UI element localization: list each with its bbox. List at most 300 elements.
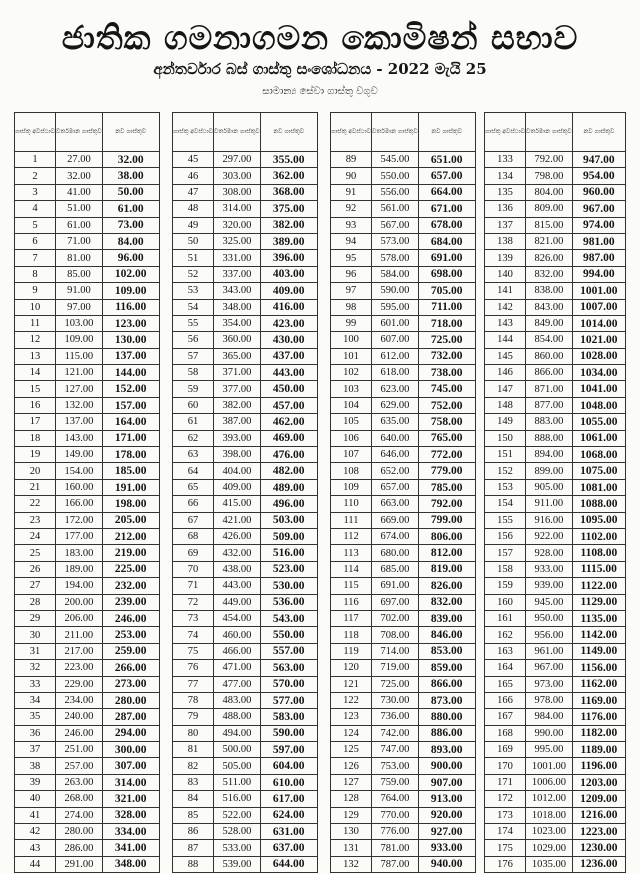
old-fare-cell: 223.00 <box>56 660 103 676</box>
old-fare-cell: 883.00 <box>526 414 573 430</box>
table-row <box>15 643 160 659</box>
old-fare-cell: 466.00 <box>214 643 261 659</box>
fare-table-header <box>485 113 626 152</box>
new-fare-cell: 806.00 <box>418 528 475 544</box>
new-fare-cell: 725.00 <box>418 332 475 348</box>
table-row <box>173 299 318 315</box>
fare-stage-cell: 176 <box>485 856 526 872</box>
old-fare-cell: 471.00 <box>214 660 261 676</box>
table-row <box>485 348 626 364</box>
old-fare-cell: 928.00 <box>526 545 573 561</box>
old-fare-cell: 1023.00 <box>526 824 573 840</box>
fare-stage-cell: 13 <box>15 348 56 364</box>
fare-stage-cell: 101 <box>331 348 372 364</box>
new-fare-cell: 300.00 <box>102 742 159 758</box>
old-fare-cell: 494.00 <box>214 725 261 741</box>
old-fare-cell: 888.00 <box>526 430 573 446</box>
new-fare-cell: 496.00 <box>260 496 317 512</box>
new-fare-cell: 732.00 <box>418 348 475 364</box>
fare-stage-cell: 22 <box>15 496 56 512</box>
table-row <box>15 332 160 348</box>
old-fare-cell: 1001.00 <box>526 758 573 774</box>
table-row <box>331 348 476 364</box>
table-row <box>173 479 318 495</box>
old-fare-cell: 177.00 <box>56 528 103 544</box>
new-fare-cell: 1081.00 <box>572 479 625 495</box>
fare-stage-cell: 139 <box>485 250 526 266</box>
old-fare-cell: 730.00 <box>372 692 419 708</box>
old-fare-cell: 652.00 <box>372 463 419 479</box>
new-fare-cell: 287.00 <box>102 709 159 725</box>
table-row <box>331 381 476 397</box>
new-fare-cell: 396.00 <box>260 250 317 266</box>
fare-stage-cell: 16 <box>15 397 56 413</box>
new-fare-cell: 927.00 <box>418 824 475 840</box>
old-fare-cell: 787.00 <box>372 856 419 872</box>
old-fare-cell: 685.00 <box>372 561 419 577</box>
new-fare-cell: 711.00 <box>418 299 475 315</box>
fare-tables <box>14 112 626 871</box>
old-fare-cell: 206.00 <box>56 610 103 626</box>
new-fare-cell: 651.00 <box>418 152 475 168</box>
fare-stage-cell: 109 <box>331 479 372 495</box>
table-row <box>485 561 626 577</box>
old-fare-cell: 308.00 <box>214 184 261 200</box>
old-fare-cell: 708.00 <box>372 627 419 643</box>
new-fare-cell: 212.00 <box>102 528 159 544</box>
fare-stage-cell: 75 <box>173 643 214 659</box>
old-fare-cell: 103.00 <box>56 315 103 331</box>
table-row <box>173 561 318 577</box>
old-fare-cell: 343.00 <box>214 283 261 299</box>
fare-stage-cell: 27 <box>15 578 56 594</box>
new-fare-cell: 489.00 <box>260 479 317 495</box>
table-row <box>331 627 476 643</box>
old-fare-cell: 843.00 <box>526 299 573 315</box>
table-row <box>173 168 318 184</box>
new-fare-cell: 1182.00 <box>572 725 625 741</box>
new-fare-cell: 102.00 <box>102 266 159 282</box>
table-row <box>173 725 318 741</box>
table-row <box>173 184 318 200</box>
fare-stage-cell: 20 <box>15 463 56 479</box>
old-fare-cell: 154.00 <box>56 463 103 479</box>
table-row <box>173 447 318 463</box>
fare-stage-cell: 53 <box>173 283 214 299</box>
new-fare-cell: 664.00 <box>418 184 475 200</box>
new-fare-cell: 617.00 <box>260 791 317 807</box>
fare-stage-cell: 86 <box>173 824 214 840</box>
fare-stage-cell: 133 <box>485 152 526 168</box>
old-fare-cell: 584.00 <box>372 266 419 282</box>
fare-stage-cell: 17 <box>15 414 56 430</box>
old-fare-cell: 697.00 <box>372 594 419 610</box>
old-fare-cell: 522.00 <box>214 807 261 823</box>
table-row <box>485 152 626 168</box>
fare-stage-cell: 175 <box>485 840 526 856</box>
new-fare-cell: 779.00 <box>418 463 475 479</box>
fare-stage-cell: 161 <box>485 610 526 626</box>
new-fare-cell: 157.00 <box>102 397 159 413</box>
fare-stage-cell: 123 <box>331 709 372 725</box>
table-row <box>15 233 160 249</box>
new-fare-cell: 457.00 <box>260 397 317 413</box>
new-fare-cell: 853.00 <box>418 643 475 659</box>
new-fare-cell: 536.00 <box>260 594 317 610</box>
old-fare-cell: 61.00 <box>56 217 103 233</box>
old-fare-cell: 449.00 <box>214 594 261 610</box>
new-fare-cell: 758.00 <box>418 414 475 430</box>
fare-stage-cell: 33 <box>15 676 56 692</box>
fare-stage-cell: 116 <box>331 594 372 610</box>
table-row <box>485 725 626 741</box>
table-row <box>15 594 160 610</box>
old-fare-cell: 990.00 <box>526 725 573 741</box>
fare-stage-cell: 171 <box>485 774 526 790</box>
table-row <box>485 545 626 561</box>
table-row <box>485 660 626 676</box>
new-fare-cell: 624.00 <box>260 807 317 823</box>
table-row <box>485 250 626 266</box>
fare-stage-cell: 4 <box>15 201 56 217</box>
fare-stage-cell: 125 <box>331 742 372 758</box>
fare-stage-cell: 111 <box>331 512 372 528</box>
old-fare-cell: 815.00 <box>526 217 573 233</box>
old-fare-cell: 81.00 <box>56 250 103 266</box>
fare-stage-cell: 19 <box>15 447 56 463</box>
table-row <box>485 283 626 299</box>
fare-stage-cell: 98 <box>331 299 372 315</box>
new-fare-cell: 866.00 <box>418 676 475 692</box>
new-fare-cell: 1048.00 <box>572 397 625 413</box>
fare-stage-cell: 156 <box>485 528 526 544</box>
fare-stage-cell: 49 <box>173 217 214 233</box>
old-fare-cell: 32.00 <box>56 168 103 184</box>
old-fare-cell: 240.00 <box>56 709 103 725</box>
table-row <box>173 430 318 446</box>
table-row <box>331 528 476 544</box>
new-fare-cell: 32.00 <box>102 152 159 168</box>
new-fare-cell: 1014.00 <box>572 315 625 331</box>
column-header-stage: ගාස්තු අවස්ථාව <box>15 113 56 152</box>
table-row <box>173 578 318 594</box>
old-fare-cell: 398.00 <box>214 447 261 463</box>
new-fare-cell: 684.00 <box>418 233 475 249</box>
new-fare-cell: 631.00 <box>260 824 317 840</box>
fare-stage-cell: 2 <box>15 168 56 184</box>
fare-stage-cell: 146 <box>485 365 526 381</box>
new-fare-cell: 1129.00 <box>572 594 625 610</box>
new-fare-cell: 50.00 <box>102 184 159 200</box>
table-row <box>173 610 318 626</box>
table-row <box>173 201 318 217</box>
table-row <box>15 315 160 331</box>
table-row <box>15 397 160 413</box>
old-fare-cell: 573.00 <box>372 233 419 249</box>
old-fare-cell: 268.00 <box>56 791 103 807</box>
fare-stage-cell: 174 <box>485 824 526 840</box>
fare-stage-cell: 5 <box>15 217 56 233</box>
fare-stage-cell: 137 <box>485 217 526 233</box>
table-row <box>15 742 160 758</box>
fare-stage-cell: 172 <box>485 791 526 807</box>
table-row <box>173 283 318 299</box>
table-row <box>173 692 318 708</box>
fare-stage-cell: 92 <box>331 201 372 217</box>
table-row <box>485 578 626 594</box>
old-fare-cell: 899.00 <box>526 463 573 479</box>
fare-stage-cell: 132 <box>331 856 372 872</box>
fare-stage-cell: 50 <box>173 233 214 249</box>
table-row <box>485 184 626 200</box>
table-row <box>15 578 160 594</box>
fare-table <box>172 112 318 873</box>
fare-stage-cell: 105 <box>331 414 372 430</box>
new-fare-cell: 280.00 <box>102 692 159 708</box>
fare-stage-cell: 44 <box>15 856 56 872</box>
column-header-stage: ගාස්තු අවස්ථාව <box>173 113 214 152</box>
fare-stage-cell: 47 <box>173 184 214 200</box>
fare-stage-cell: 38 <box>15 758 56 774</box>
table-row <box>15 184 160 200</box>
fare-stage-cell: 130 <box>331 824 372 840</box>
table-row <box>173 856 318 872</box>
new-fare-cell: 1156.00 <box>572 660 625 676</box>
old-fare-cell: 747.00 <box>372 742 419 758</box>
fare-stage-cell: 165 <box>485 676 526 692</box>
table-row <box>15 774 160 790</box>
old-fare-cell: 149.00 <box>56 447 103 463</box>
new-fare-cell: 409.00 <box>260 283 317 299</box>
fare-stage-cell: 15 <box>15 381 56 397</box>
fare-stage-cell: 121 <box>331 676 372 692</box>
column-header-new-fare: නව ගාස්තුව <box>418 113 475 152</box>
old-fare-cell: 303.00 <box>214 168 261 184</box>
fare-stage-cell: 164 <box>485 660 526 676</box>
old-fare-cell: 550.00 <box>372 168 419 184</box>
fare-stage-cell: 96 <box>331 266 372 282</box>
new-fare-cell: 1216.00 <box>572 807 625 823</box>
column-header-new-fare: නව ගාස්තුව <box>260 113 317 152</box>
new-fare-cell: 1075.00 <box>572 463 625 479</box>
fare-stage-cell: 40 <box>15 791 56 807</box>
fare-stage-cell: 95 <box>331 250 372 266</box>
table-row <box>331 824 476 840</box>
old-fare-cell: 443.00 <box>214 578 261 594</box>
table-row <box>485 315 626 331</box>
old-fare-cell: 393.00 <box>214 430 261 446</box>
column-header-new-fare: නව ගාස්තුව <box>102 113 159 152</box>
new-fare-cell: 900.00 <box>418 758 475 774</box>
table-caption: සාමාන්‍ය සේවා ගාස්තු වගුව <box>262 86 378 97</box>
fare-stage-cell: 173 <box>485 807 526 823</box>
table-row <box>15 676 160 692</box>
table-row <box>173 774 318 790</box>
table-row <box>485 840 626 856</box>
table-row <box>331 365 476 381</box>
table-row <box>173 742 318 758</box>
old-fare-cell: 488.00 <box>214 709 261 725</box>
table-row <box>15 856 160 872</box>
fare-stage-cell: 167 <box>485 709 526 725</box>
new-fare-cell: 671.00 <box>418 201 475 217</box>
fare-stage-cell: 154 <box>485 496 526 512</box>
table-row <box>331 856 476 872</box>
new-fare-cell: 516.00 <box>260 545 317 561</box>
new-fare-cell: 1223.00 <box>572 824 625 840</box>
fare-stage-cell: 142 <box>485 299 526 315</box>
old-fare-cell: 371.00 <box>214 365 261 381</box>
fare-stage-cell: 45 <box>173 152 214 168</box>
fare-stage-cell: 84 <box>173 791 214 807</box>
fare-stage-cell: 145 <box>485 348 526 364</box>
fare-stage-cell: 41 <box>15 807 56 823</box>
old-fare-cell: 945.00 <box>526 594 573 610</box>
fare-stage-cell: 52 <box>173 266 214 282</box>
new-fare-cell: 1196.00 <box>572 758 625 774</box>
table-row <box>485 643 626 659</box>
new-fare-cell: 940.00 <box>418 856 475 872</box>
fare-stage-cell: 83 <box>173 774 214 790</box>
table-row <box>331 217 476 233</box>
page-subtitle: අන්තර්වාර බස් ගාස්තු සංශෝධනය - 2022 මැයි 25 <box>153 60 487 78</box>
old-fare-cell: 516.00 <box>214 791 261 807</box>
table-row <box>173 807 318 823</box>
new-fare-cell: 198.00 <box>102 496 159 512</box>
old-fare-cell: 759.00 <box>372 774 419 790</box>
fare-stage-cell: 102 <box>331 365 372 381</box>
old-fare-cell: 291.00 <box>56 856 103 872</box>
new-fare-cell: 307.00 <box>102 758 159 774</box>
fare-stage-cell: 97 <box>331 283 372 299</box>
old-fare-cell: 251.00 <box>56 742 103 758</box>
fare-stage-cell: 170 <box>485 758 526 774</box>
old-fare-cell: 137.00 <box>56 414 103 430</box>
new-fare-cell: 530.00 <box>260 578 317 594</box>
table-row <box>173 414 318 430</box>
new-fare-cell: 812.00 <box>418 545 475 561</box>
new-fare-cell: 259.00 <box>102 643 159 659</box>
table-row <box>173 463 318 479</box>
fare-stage-cell: 122 <box>331 692 372 708</box>
new-fare-cell: 1034.00 <box>572 365 625 381</box>
table-row <box>331 758 476 774</box>
fare-stage-cell: 110 <box>331 496 372 512</box>
fare-stage-cell: 35 <box>15 709 56 725</box>
old-fare-cell: 200.00 <box>56 594 103 610</box>
new-fare-cell: 1007.00 <box>572 299 625 315</box>
new-fare-cell: 745.00 <box>418 381 475 397</box>
fare-stage-cell: 159 <box>485 578 526 594</box>
new-fare-cell: 570.00 <box>260 676 317 692</box>
new-fare-cell: 947.00 <box>572 152 625 168</box>
column-header-stage: ගාස්තු අවස්ථාව <box>331 113 372 152</box>
new-fare-cell: 368.00 <box>260 184 317 200</box>
old-fare-cell: 127.00 <box>56 381 103 397</box>
old-fare-cell: 404.00 <box>214 463 261 479</box>
old-fare-cell: 314.00 <box>214 201 261 217</box>
old-fare-cell: 781.00 <box>372 840 419 856</box>
table-row <box>331 545 476 561</box>
old-fare-cell: 578.00 <box>372 250 419 266</box>
table-row <box>331 594 476 610</box>
table-row <box>485 430 626 446</box>
new-fare-cell: 96.00 <box>102 250 159 266</box>
column-header-stage: ගාස්තු අවස්ථාව <box>485 113 526 152</box>
old-fare-cell: 725.00 <box>372 676 419 692</box>
new-fare-cell: 1028.00 <box>572 348 625 364</box>
fare-stage-cell: 117 <box>331 610 372 626</box>
fare-stage-cell: 127 <box>331 774 372 790</box>
new-fare-cell: 430.00 <box>260 332 317 348</box>
old-fare-cell: 719.00 <box>372 660 419 676</box>
fare-stage-cell: 74 <box>173 627 214 643</box>
new-fare-cell: 550.00 <box>260 627 317 643</box>
table-row <box>485 479 626 495</box>
fare-stage-cell: 32 <box>15 660 56 676</box>
fare-table-header <box>15 113 160 152</box>
new-fare-cell: 1230.00 <box>572 840 625 856</box>
new-fare-cell: 597.00 <box>260 742 317 758</box>
old-fare-cell: 567.00 <box>372 217 419 233</box>
table-row <box>331 184 476 200</box>
table-row <box>173 627 318 643</box>
old-fare-cell: 387.00 <box>214 414 261 430</box>
fare-stage-cell: 134 <box>485 168 526 184</box>
fare-stage-cell: 107 <box>331 447 372 463</box>
new-fare-cell: 752.00 <box>418 397 475 413</box>
fare-stage-cell: 7 <box>15 250 56 266</box>
new-fare-cell: 1176.00 <box>572 709 625 725</box>
new-fare-cell: 1001.00 <box>572 283 625 299</box>
new-fare-cell: 657.00 <box>418 168 475 184</box>
table-row <box>331 332 476 348</box>
fare-stage-cell: 11 <box>15 315 56 331</box>
old-fare-cell: 263.00 <box>56 774 103 790</box>
new-fare-cell: 382.00 <box>260 217 317 233</box>
old-fare-cell: 331.00 <box>214 250 261 266</box>
new-fare-cell: 239.00 <box>102 594 159 610</box>
table-row <box>485 676 626 692</box>
fare-stage-cell: 30 <box>15 627 56 643</box>
new-fare-cell: 462.00 <box>260 414 317 430</box>
new-fare-cell: 348.00 <box>102 856 159 872</box>
old-fare-cell: 871.00 <box>526 381 573 397</box>
new-fare-cell: 205.00 <box>102 512 159 528</box>
table-row <box>15 709 160 725</box>
old-fare-cell: 320.00 <box>214 217 261 233</box>
page-title: ජාතික ගමනාගමන කොමිෂන් සභාව <box>61 18 579 57</box>
new-fare-cell: 246.00 <box>102 610 159 626</box>
fare-stage-cell: 58 <box>173 365 214 381</box>
fare-table-header <box>173 113 318 152</box>
table-row <box>485 332 626 348</box>
new-fare-cell: 1162.00 <box>572 676 625 692</box>
table-row <box>15 791 160 807</box>
old-fare-cell: 702.00 <box>372 610 419 626</box>
fare-stage-cell: 87 <box>173 840 214 856</box>
table-row <box>173 643 318 659</box>
new-fare-cell: 1108.00 <box>572 545 625 561</box>
fare-stage-cell: 141 <box>485 283 526 299</box>
old-fare-cell: 776.00 <box>372 824 419 840</box>
table-row <box>173 512 318 528</box>
table-row <box>15 496 160 512</box>
old-fare-cell: 477.00 <box>214 676 261 692</box>
table-row <box>15 299 160 315</box>
fare-stage-cell: 143 <box>485 315 526 331</box>
new-fare-cell: 469.00 <box>260 430 317 446</box>
